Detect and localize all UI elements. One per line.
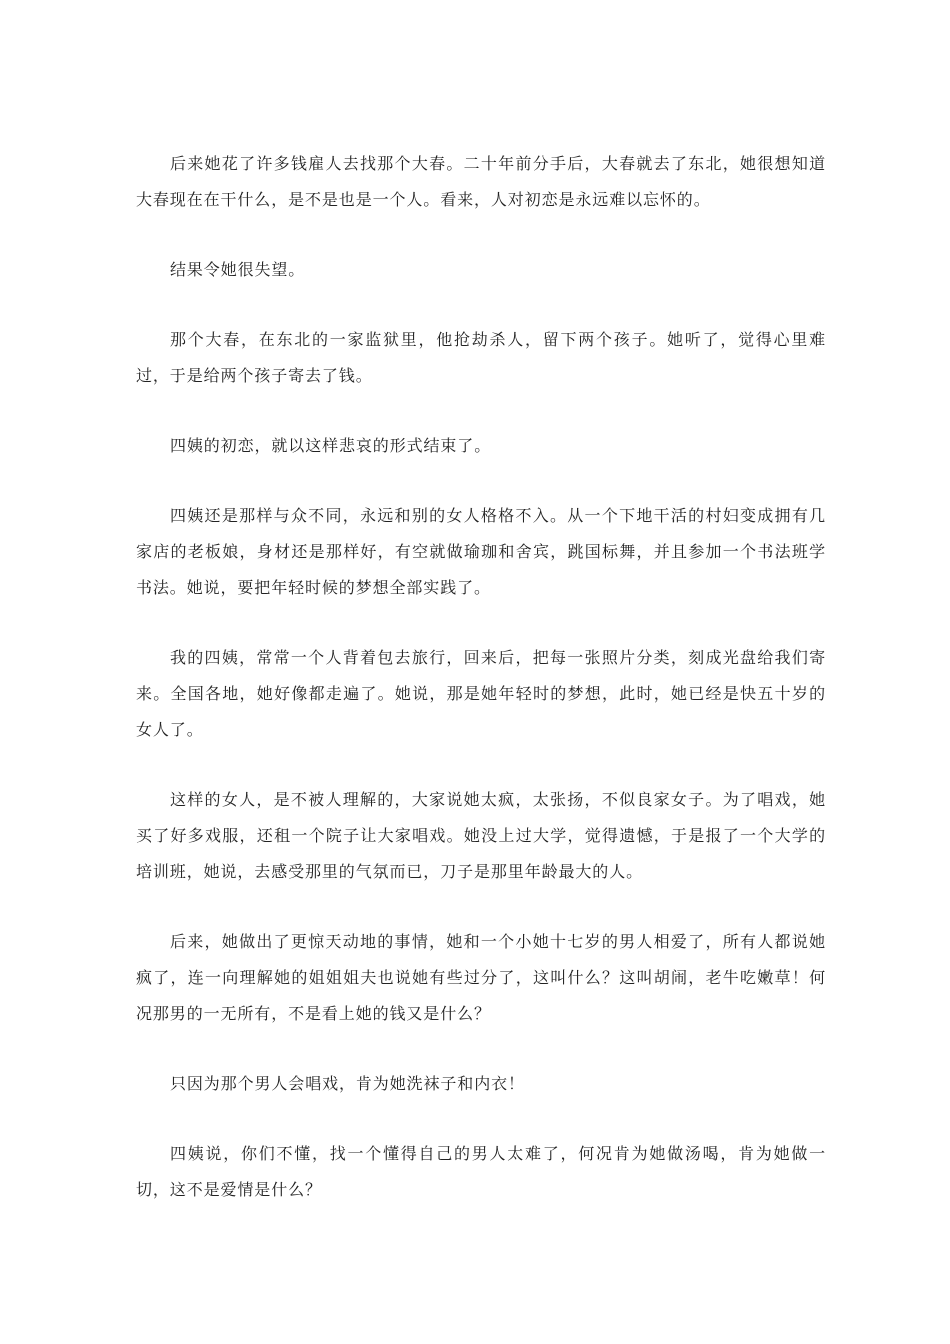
- paragraph: 我的四姨，常常一个人背着包去旅行，回来后，把每一张照片分类，刻成光盘给我们寄来。全国各地，她好像都走遍了。她说，那是她年轻时的梦想，此时，她已经是快五十岁的女人了。: [136, 648, 826, 739]
- paragraph: 那个大春，在东北的一家监狱里，他抢劫杀人，留下两个孩子。她听了，觉得心里难过，于是给两个孩子寄去了钱。: [136, 330, 826, 385]
- document-body: [136, 146, 826, 1242]
- paragraph: 四姨的初恋，就以这样悲哀的形式结束了。: [170, 436, 492, 455]
- paragraph: 后来她花了许多钱雇人去找那个大春。二十年前分手后，大春就去了东北，她很想知道大春现在在干什么，是不是也是一个人。看来，人对初恋是永远难以忘怀的。: [136, 154, 826, 209]
- paragraph: 只因为那个男人会唱戏，肯为她洗袜子和内衣！: [170, 1074, 525, 1093]
- paragraph: 四姨说，你们不懂，找一个懂得自己的男人太难了，何况肯为她做汤喝，肯为她做一切，这不是爱情是什么？: [136, 1144, 826, 1199]
- paragraph: 结果令她很失望。: [170, 260, 306, 279]
- paragraph: 这样的女人，是不被人理解的，大家说她太疯，太张扬，不似良家女子。为了唱戏，她买了好多戏服，还租一个院子让大家唱戏。她没上过大学，觉得遗憾，于是报了一个大学的培训班，她说，去感受那里的气氛而已，刀子是那里年龄最大的人。: [136, 790, 826, 881]
- paragraph: 四姨还是那样与众不同，永远和别的女人格格不入。从一个下地干活的村妇变成拥有几家店的老板娘，身材还是那样好，有空就做瑜珈和舍宾，跳国标舞，并且参加一个书法班学书法。她说，要把年轻时候的梦想全部实践了。: [136, 506, 826, 597]
- paragraph: 后来，她做出了更惊天动地的事情，她和一个小她十七岁的男人相爱了，所有人都说她疯了，连一向理解她的姐姐姐夫也说她有些过分了，这叫什么？这叫胡闹，老牛吃嫩草！何况那男的一无所有，不是看上她的钱又是什么？: [136, 932, 826, 1023]
